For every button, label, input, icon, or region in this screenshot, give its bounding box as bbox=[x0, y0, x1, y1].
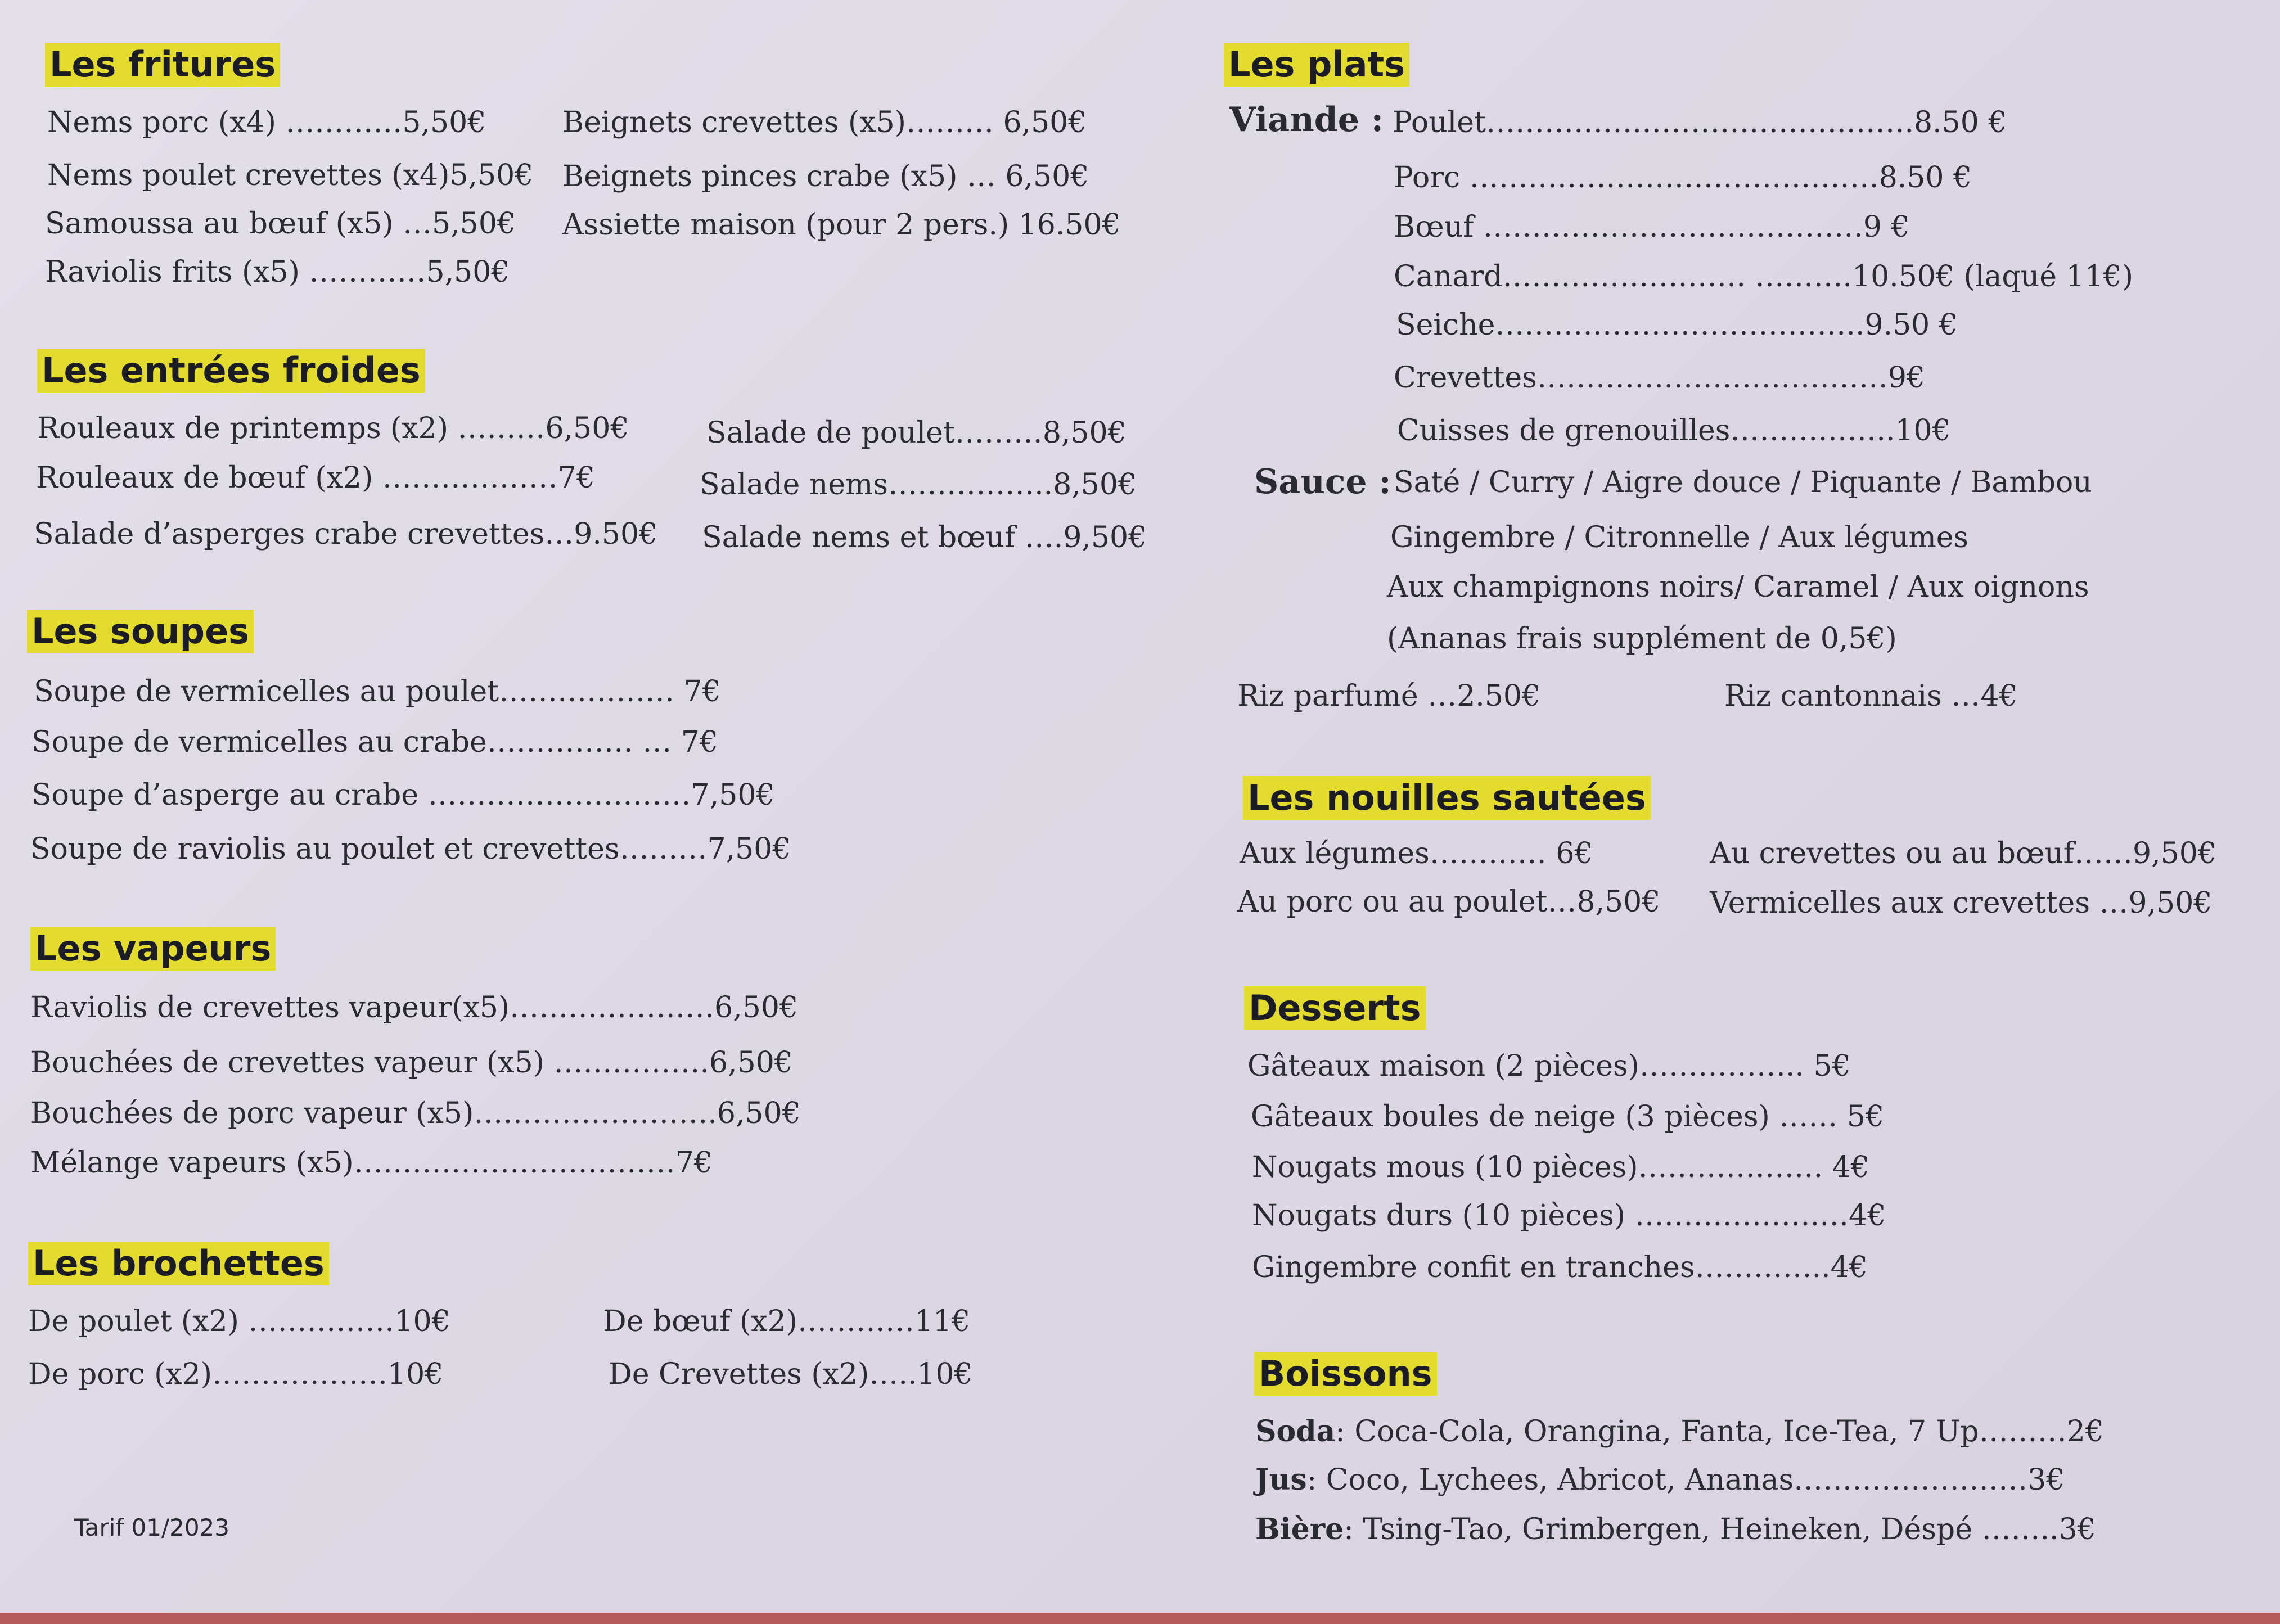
menu-item: Seiche………………………………..9.50 € bbox=[1396, 308, 1958, 342]
drink-text: : Tsing-Tao, Grimbergen, Heineken, Déspé ……..3€ bbox=[1344, 1513, 2096, 1546]
menu-item: Au porc ou au poulet…8,50€ bbox=[1237, 885, 1661, 919]
menu-item: Canard……………………. ……….10.50€ (laqué 11€) bbox=[1394, 260, 2134, 294]
section-title-boissons: Boissons bbox=[1254, 1352, 1437, 1396]
menu-item: Gâteaux maison (2 pièces)…………….. 5€ bbox=[1247, 1049, 1851, 1083]
section-title-nouilles: Les nouilles sautées bbox=[1243, 776, 1651, 820]
section-title-brochettes: Les brochettes bbox=[28, 1242, 329, 1285]
menu-item: Crevettes………………………………9€ bbox=[1394, 361, 1925, 395]
drink-label: Soda bbox=[1255, 1414, 1336, 1449]
drink-label: Jus bbox=[1255, 1463, 1307, 1497]
menu-item: Soupe de raviolis au poulet et crevettes………7,50€ bbox=[30, 832, 791, 866]
sauce-line: Saté / Curry / Aigre douce / Piquante / Bambou bbox=[1394, 466, 2092, 499]
menu-item: Salade de poulet………8,50€ bbox=[706, 416, 1127, 450]
menu-item: Porc ……………………………………8.50 € bbox=[1394, 161, 1972, 195]
menu-item: Raviolis de crevettes vapeur(x5)…………………6,50€ bbox=[30, 991, 799, 1025]
table-edge bbox=[0, 1613, 2280, 1624]
menu-item: Rouleaux de printemps (x2) ………6,50€ bbox=[37, 412, 629, 445]
menu-item: Salade d’asperges crabe crevettes…9.50€ bbox=[34, 517, 658, 551]
menu-item: Salade nems……………..8,50€ bbox=[700, 468, 1137, 502]
section-title-fritures: Les fritures bbox=[45, 43, 280, 87]
sauce-line: Aux champignons noirs/ Caramel / Aux oignons bbox=[1387, 570, 2089, 604]
drink-line bbox=[1255, 1512, 2096, 1548]
menu-item: Soupe d’asperge au crabe ………………………7,50€ bbox=[31, 778, 775, 812]
menu-item: De poulet (x2) ……………10€ bbox=[28, 1305, 450, 1338]
menu-item: Raviolis frits (x5) …………5,50€ bbox=[45, 255, 510, 289]
section-title-vapeurs: Les vapeurs bbox=[30, 927, 276, 971]
menu-item: De porc (x2)………………10€ bbox=[28, 1357, 444, 1391]
sauce-line: (Ananas frais supplément de 0,5€) bbox=[1387, 622, 1897, 656]
menu-item: Soupe de vermicelles au crabe…………… … 7€ bbox=[31, 725, 718, 759]
sauce-label: Sauce : bbox=[1254, 462, 1391, 502]
menu-item: Nougats durs (10 pièces) ……………….…4€ bbox=[1252, 1199, 1886, 1233]
menu-item: Aux légumes………… 6€ bbox=[1240, 837, 1593, 870]
menu-item: Poulet……………………………….…….8.50 € bbox=[1393, 106, 2007, 139]
drink-text: : Coco, Lychees, Abricot, Ananas……………………3€ bbox=[1306, 1463, 2065, 1497]
section-title-plats: Les plats bbox=[1224, 43, 1409, 87]
menu-item: Bouchées de crevettes vapeur (x5) …………….6,50€ bbox=[30, 1046, 793, 1080]
menu-item: Nems poulet crevettes (x4)5,50€ bbox=[47, 159, 534, 192]
menu-item: Nems porc (x4) …………5,50€ bbox=[47, 106, 486, 139]
section-title-entrees: Les entrées froides bbox=[37, 349, 425, 393]
menu-item: Beignets pinces crabe (x5) … 6,50€ bbox=[562, 160, 1089, 193]
menu-item: Cuisses de grenouilles……………..10€ bbox=[1397, 414, 1951, 448]
drink-line bbox=[1255, 1414, 2104, 1450]
drink-text: : Coca-Cola, Orangina, Fanta, Ice-Tea, 7 Up………2€ bbox=[1335, 1415, 2104, 1449]
menu-item: Au crevettes ou au bœuf……9,50€ bbox=[1710, 837, 2216, 870]
menu-item: De Crevettes (x2)…..10€ bbox=[609, 1357, 973, 1391]
riz-parfume: Riz parfumé …2.50€ bbox=[1237, 679, 1541, 713]
viande-label: Viande : bbox=[1229, 100, 1384, 139]
sauce-line: Gingembre / Citronnelle / Aux légumes bbox=[1390, 521, 1969, 554]
menu-item: De bœuf (x2)…………11€ bbox=[603, 1305, 971, 1338]
drink-line bbox=[1255, 1462, 2065, 1498]
menu-item: Rouleaux de bœuf (x2) ………………7€ bbox=[36, 461, 595, 495]
menu-item: Bouchées de porc vapeur (x5)…………………….6,50€ bbox=[30, 1097, 801, 1130]
section-title-soupes: Les soupes bbox=[27, 610, 254, 653]
menu-item: Beignets crevettes (x5)……… 6,50€ bbox=[562, 106, 1087, 139]
drink-label: Bière bbox=[1255, 1512, 1344, 1546]
menu-item: Gâteaux boules de neige (3 pièces) …… 5€ bbox=[1251, 1100, 1885, 1134]
menu-item: Soupe de vermicelles au poulet……………… 7€ bbox=[34, 675, 721, 709]
menu-item: Assiette maison (pour 2 pers.) 16.50€ bbox=[562, 208, 1121, 242]
riz-cantonnais: Riz cantonnais …4€ bbox=[1724, 679, 2018, 713]
menu-item: Vermicelles aux crevettes …9,50€ bbox=[1710, 886, 2213, 920]
menu-item: Bœuf …………………………………9 € bbox=[1394, 210, 1910, 244]
menu-item: Samoussa au bœuf (x5) …5,50€ bbox=[45, 207, 516, 241]
tarif-date: Tarif 01/2023 bbox=[74, 1514, 229, 1541]
section-title-desserts: Desserts bbox=[1244, 986, 1426, 1030]
menu-item: Gingembre confit en tranches…………..4€ bbox=[1252, 1251, 1868, 1284]
menu-item: Mélange vapeurs (x5)……………………………7€ bbox=[30, 1146, 713, 1180]
menu-item: Nougats mous (10 pièces)………………. 4€ bbox=[1252, 1151, 1869, 1184]
menu-item: Salade nems et bœuf ….9,50€ bbox=[702, 521, 1147, 554]
